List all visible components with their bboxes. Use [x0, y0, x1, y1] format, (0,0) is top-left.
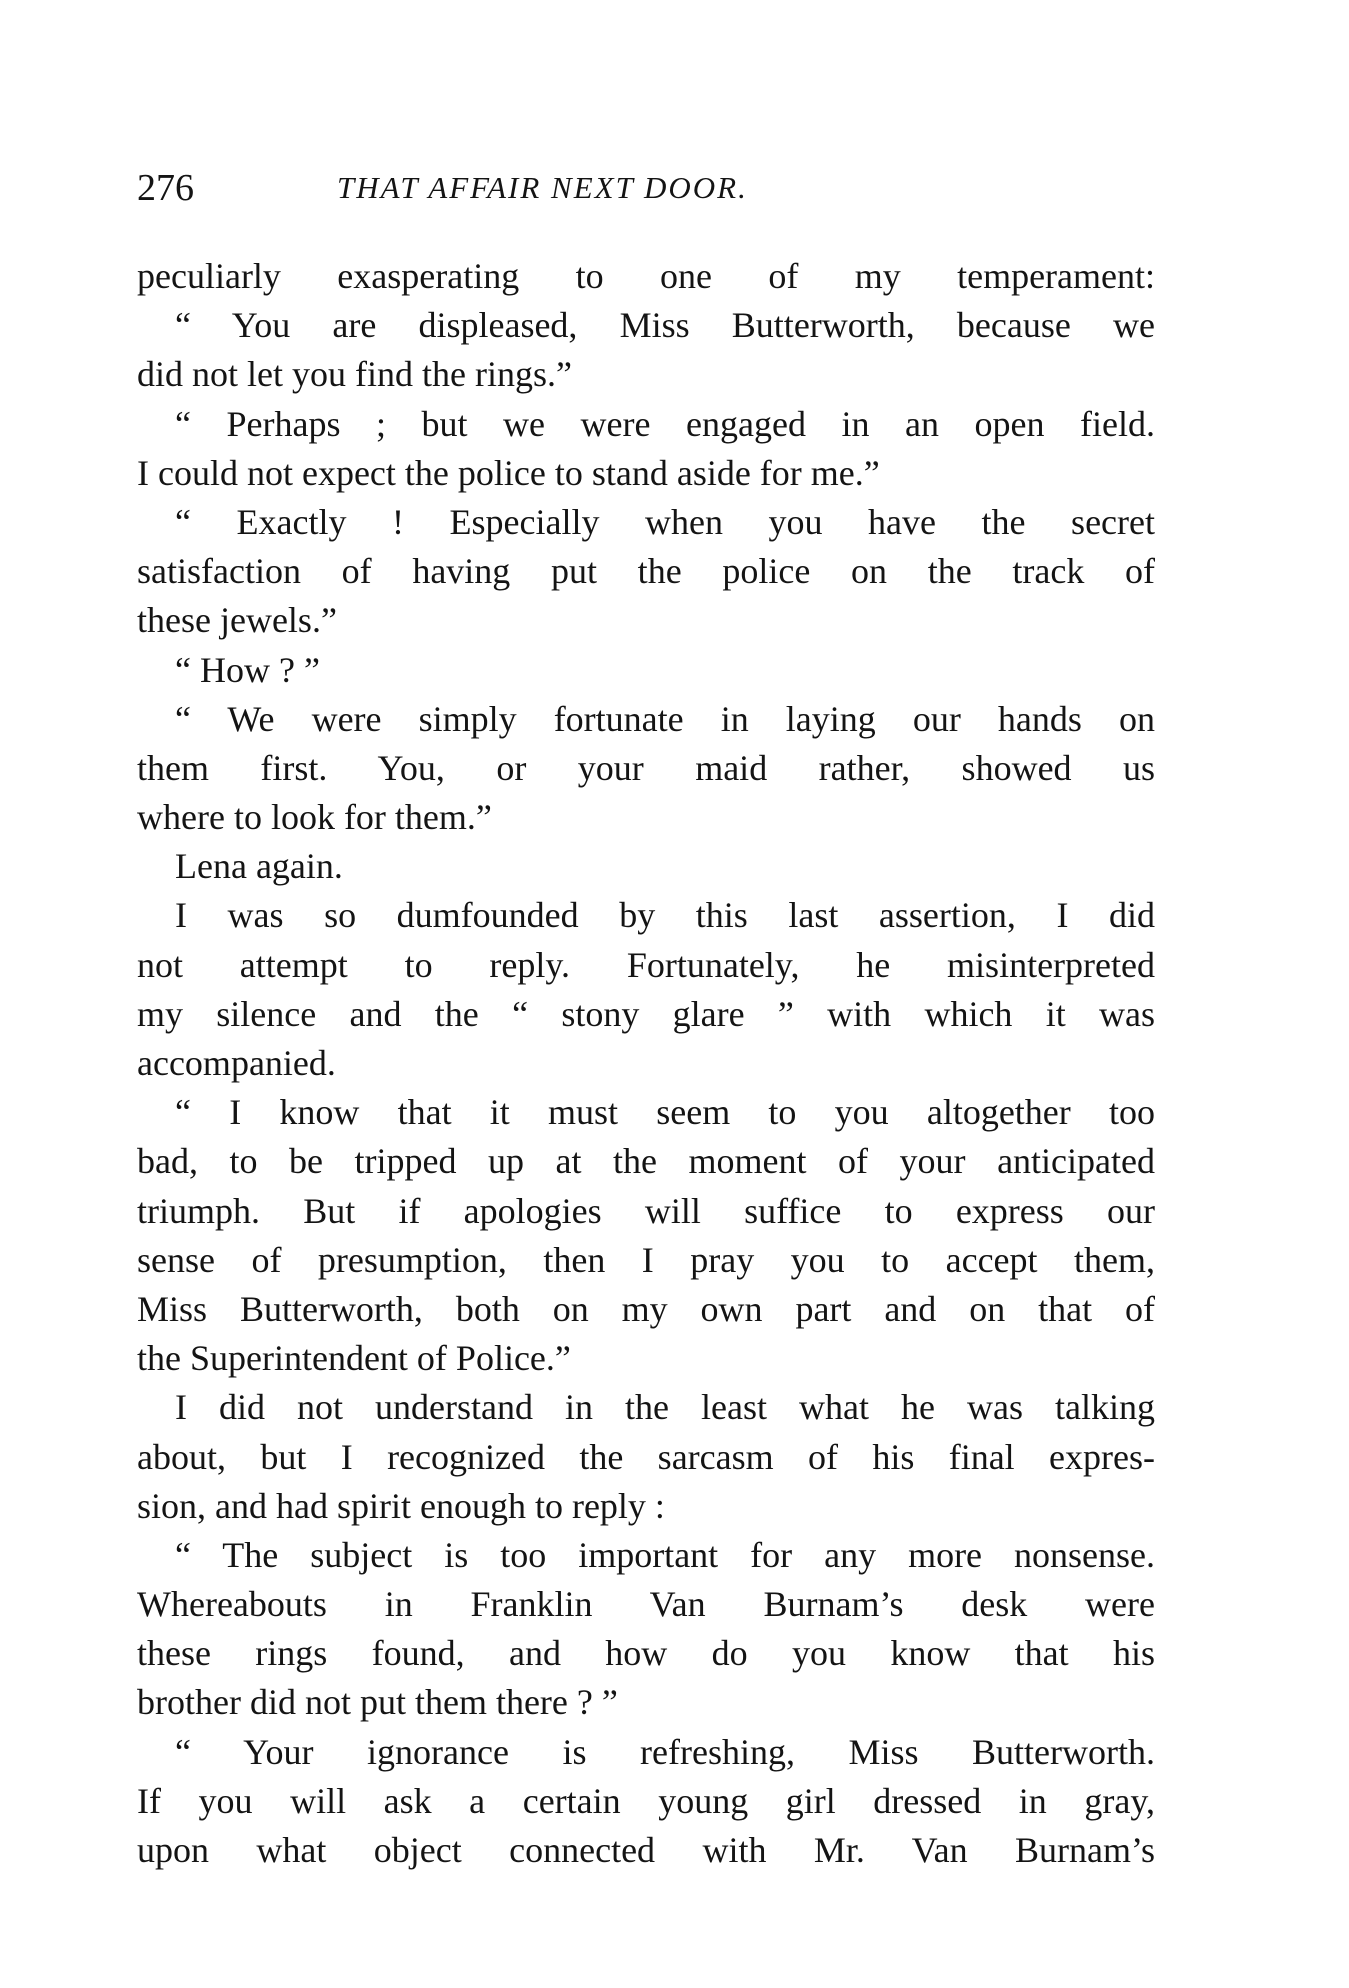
text-line: accompanied.	[137, 1043, 336, 1083]
text-line: “ Your ignorance is refreshing, Miss Butterworth.	[175, 1731, 1155, 1772]
text-line: “ Exactly ! Especially when you have the secret	[175, 501, 1155, 542]
text-line: these rings found, and how do you know that his	[137, 1633, 1155, 1674]
text-line: these jewels.”	[137, 600, 337, 641]
text-line: I did not understand in the least what he was talking	[175, 1387, 1155, 1428]
text-line: sion, and had spirit enough to reply :	[137, 1485, 665, 1526]
text-line: where to look for them.”	[137, 797, 492, 838]
text-line: peculiarly exasperating to one of my temperament:	[137, 256, 1155, 296]
body-text	[137, 252, 1155, 1875]
text-line: Miss Butterworth, both on my own part and on that of	[137, 1288, 1155, 1329]
text-line: upon what object connected with Mr. Van Burnam’s	[137, 1830, 1155, 1870]
text-line: them first. You, or your maid rather, showed us	[137, 747, 1155, 788]
text-line: did not let you find the rings.”	[137, 354, 572, 395]
text-line: about, but I recognized the sarcasm of his final expres-	[137, 1436, 1155, 1477]
text-line: bad, to be tripped up at the moment of your anticipated	[137, 1141, 1155, 1182]
text-line: triumph. But if apologies will suffice to express our	[137, 1190, 1155, 1231]
text-line: I could not expect the police to stand aside for me.”	[137, 452, 880, 493]
text-line: I was so dumfounded by this last assertion, I did	[175, 895, 1155, 936]
text-line: brother did not put them there ? ”	[137, 1682, 618, 1723]
text-line: the Superintendent of Police.”	[137, 1338, 571, 1379]
text-line: not attempt to reply. Fortunately, he misinterpreted	[137, 944, 1155, 985]
page-header	[137, 160, 1177, 216]
running-title: THAT AFFAIR NEXT DOOR.	[337, 170, 748, 205]
text-line: Whereabouts in Franklin Van Burnam’s desk were	[137, 1584, 1155, 1625]
text-line: “ You are displeased, Miss Butterworth, because we	[175, 305, 1155, 346]
text-line: Lena again.	[175, 846, 343, 887]
text-line: my silence and the “ stony glare ” with which it was	[137, 993, 1155, 1034]
text-line: satisfaction of having put the police on the track of	[137, 551, 1155, 592]
text-line: If you will ask a certain young girl dressed in gray,	[137, 1780, 1155, 1821]
text-line: “ The subject is too important for any more nonsense.	[175, 1534, 1155, 1575]
text-line: “ Perhaps ; but we were engaged in an open field.	[175, 403, 1155, 444]
text-line: “ We were simply fortunate in laying our hands on	[175, 698, 1155, 739]
text-line: “ How ? ”	[175, 649, 320, 690]
text-line: sense of presumption, then I pray you to accept them,	[137, 1239, 1155, 1280]
page-number: 276	[137, 167, 194, 209]
text-line: “ I know that it must seem to you altogether too	[175, 1092, 1155, 1133]
